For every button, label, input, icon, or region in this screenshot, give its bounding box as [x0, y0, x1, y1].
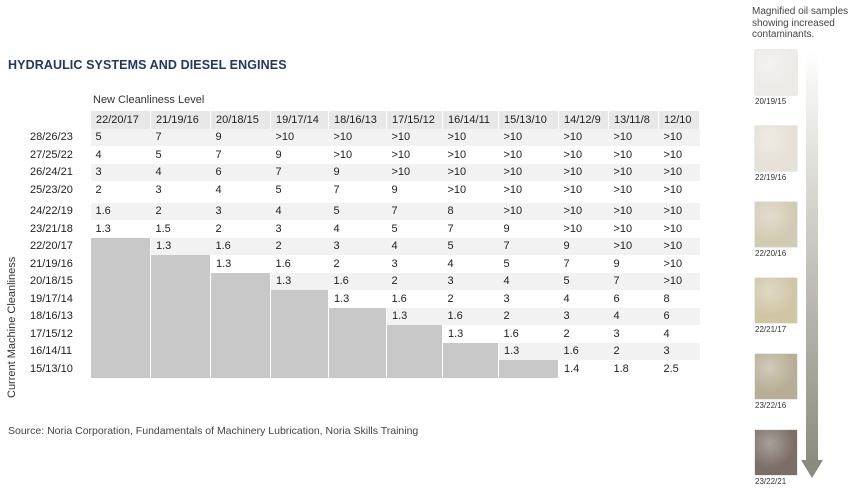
- table-cell: 7: [387, 201, 443, 221]
- table-cell: 3: [559, 308, 609, 326]
- table-cell: 4: [91, 146, 151, 164]
- table-cell: 1.6: [559, 343, 609, 361]
- table-cell: 5: [499, 255, 559, 273]
- column-header: 20/18/15: [211, 111, 271, 129]
- empty-cell: [91, 325, 151, 343]
- column-header: 12/10: [659, 111, 700, 129]
- table-cell: 1.6: [329, 273, 387, 291]
- row-header: 20/18/15: [26, 273, 91, 291]
- oil-sample-label: 22/21/17: [755, 325, 787, 334]
- empty-cell: [211, 308, 271, 326]
- empty-cell: [443, 343, 499, 361]
- oil-sample-image: [755, 126, 797, 171]
- row-header: 24/22/19: [26, 201, 91, 221]
- table-cell: 4: [211, 181, 271, 201]
- table-cell: >10: [659, 181, 700, 201]
- table-cell: 5: [271, 181, 329, 201]
- row-header: 21/19/16: [26, 255, 91, 273]
- current-machine-cleanliness-label: Current Machine Cleanliness: [6, 256, 18, 398]
- empty-cell: [151, 308, 211, 326]
- table-cell: >10: [387, 164, 443, 182]
- table-cell: >10: [659, 146, 700, 164]
- table-cell: 9: [211, 129, 271, 147]
- table-cell: >10: [499, 146, 559, 164]
- table-cell: 2: [609, 343, 659, 361]
- table-cell: >10: [329, 129, 387, 147]
- table-cell: 3: [91, 164, 151, 182]
- cleanliness-table: [26, 111, 700, 378]
- table-corner: [26, 111, 91, 129]
- table-cell: 9: [559, 238, 609, 256]
- table-cell: 7: [271, 164, 329, 182]
- row-header: 23/21/18: [26, 220, 91, 238]
- table-cell: 6: [609, 290, 659, 308]
- table-cell: 3: [499, 290, 559, 308]
- table-cell: 4: [443, 255, 499, 273]
- table-cell: >10: [499, 164, 559, 182]
- table-cell: 1.3: [151, 238, 211, 256]
- table-cell: 1.3: [211, 255, 271, 273]
- table-cell: >10: [329, 146, 387, 164]
- table-cell: >10: [559, 129, 609, 147]
- table-cell: >10: [387, 129, 443, 147]
- empty-cell: [271, 360, 329, 378]
- empty-cell: [329, 343, 387, 361]
- row-header: 28/26/23: [26, 129, 91, 147]
- table-cell: >10: [609, 181, 659, 201]
- table-cell: 5: [329, 201, 387, 221]
- table-cell: 7: [151, 129, 211, 147]
- empty-cell: [329, 308, 387, 326]
- table-cell: 2: [443, 290, 499, 308]
- oil-sample-label: 22/19/16: [755, 173, 787, 182]
- oil-sample-label: 22/20/16: [755, 249, 787, 258]
- row-header: 18/16/13: [26, 308, 91, 326]
- table-row: [26, 360, 700, 378]
- table-cell: 2: [91, 181, 151, 201]
- column-header: 18/16/13: [329, 111, 387, 129]
- empty-cell: [211, 360, 271, 378]
- column-header: 21/19/16: [151, 111, 211, 129]
- source-note: Source: Noria Corporation, Fundamentals of Machinery Lubrication, Noria Skills Training: [8, 425, 419, 437]
- empty-cell: [91, 273, 151, 291]
- table-cell: 2: [387, 273, 443, 291]
- table-cell: 8: [443, 201, 499, 221]
- table-cell: 6: [659, 308, 700, 326]
- table-cell: 3: [443, 273, 499, 291]
- empty-cell: [211, 325, 271, 343]
- table-row: [26, 290, 700, 308]
- column-header: 19/17/14: [271, 111, 329, 129]
- empty-cell: [151, 343, 211, 361]
- table-header-row: [26, 111, 700, 129]
- table-cell: >10: [609, 220, 659, 238]
- table-row: [26, 146, 700, 164]
- table-cell: 1.4: [559, 360, 609, 378]
- table-cell: 2: [329, 255, 387, 273]
- table-cell: >10: [609, 201, 659, 221]
- empty-cell: [91, 290, 151, 308]
- row-header: 17/15/12: [26, 325, 91, 343]
- empty-cell: [211, 343, 271, 361]
- empty-cell: [329, 360, 387, 378]
- table-cell: 3: [151, 181, 211, 201]
- table-cell: 7: [559, 255, 609, 273]
- table-cell: >10: [443, 164, 499, 182]
- table-row: [26, 238, 700, 256]
- table-cell: >10: [659, 220, 700, 238]
- table-cell: 7: [329, 181, 387, 201]
- table-cell: 8: [659, 290, 700, 308]
- table-cell: 4: [387, 238, 443, 256]
- table-cell: >10: [559, 164, 609, 182]
- oil-sample-label: 20/19/15: [755, 97, 787, 106]
- table-cell: 3: [659, 343, 700, 361]
- samples-caption: Magnified oil samples showing increased contaminants.: [752, 6, 849, 40]
- table-cell: 2.5: [659, 360, 700, 378]
- oil-sample-image: [755, 202, 797, 247]
- table-cell: >10: [609, 146, 659, 164]
- table-cell: >10: [659, 255, 700, 273]
- empty-cell: [271, 325, 329, 343]
- table-cell: >10: [559, 181, 609, 201]
- empty-cell: [387, 343, 443, 361]
- row-header: 26/24/21: [26, 164, 91, 182]
- table-cell: >10: [659, 129, 700, 147]
- empty-cell: [271, 308, 329, 326]
- table-cell: 1.3: [499, 343, 559, 361]
- table-cell: 3: [271, 220, 329, 238]
- table-row: [26, 129, 700, 147]
- table-cell: 4: [559, 290, 609, 308]
- table-cell: 4: [151, 164, 211, 182]
- table-cell: >10: [499, 201, 559, 221]
- table-cell: >10: [559, 146, 609, 164]
- table-row: [26, 273, 700, 291]
- table-row: [26, 325, 700, 343]
- column-header: 16/14/11: [443, 111, 499, 129]
- table-cell: >10: [609, 164, 659, 182]
- table-cell: 4: [659, 325, 700, 343]
- empty-cell: [387, 325, 443, 343]
- table-cell: 1.6: [443, 308, 499, 326]
- table-cell: >10: [609, 238, 659, 256]
- table-cell: 1.6: [91, 201, 151, 221]
- table-cell: 1.3: [271, 273, 329, 291]
- table-cell: 1.8: [609, 360, 659, 378]
- table-row: [26, 181, 700, 201]
- table-cell: 1.3: [387, 308, 443, 326]
- table-cell: >10: [559, 201, 609, 221]
- table-row: [26, 220, 700, 238]
- table-row: [26, 201, 700, 221]
- oil-sample-image: [755, 50, 797, 95]
- empty-cell: [151, 360, 211, 378]
- table-cell: >10: [271, 129, 329, 147]
- oil-sample-label: 23/22/16: [755, 401, 787, 410]
- table-cell: >10: [387, 146, 443, 164]
- table-cell: 9: [329, 164, 387, 182]
- row-header: 15/13/10: [26, 360, 91, 378]
- row-header: 16/14/11: [26, 343, 91, 361]
- column-header: 22/20/17: [91, 111, 151, 129]
- table-cell: 9: [609, 255, 659, 273]
- empty-cell: [271, 290, 329, 308]
- new-cleanliness-level-label: New Cleanliness Level: [93, 94, 205, 106]
- oil-sample-image: [755, 278, 797, 323]
- table-cell: 5: [91, 129, 151, 147]
- empty-cell: [329, 325, 387, 343]
- empty-cell: [443, 360, 499, 378]
- table-cell: 1.6: [387, 290, 443, 308]
- row-header: 27/25/22: [26, 146, 91, 164]
- oil-sample-image: [755, 430, 797, 475]
- empty-cell: [91, 360, 151, 378]
- column-header: 15/13/10: [499, 111, 559, 129]
- table-cell: 1.6: [499, 325, 559, 343]
- table-cell: 1.3: [91, 220, 151, 238]
- column-header: 17/15/12: [387, 111, 443, 129]
- table-cell: >10: [443, 146, 499, 164]
- table-cell: >10: [559, 220, 609, 238]
- page-title: HYDRAULIC SYSTEMS AND DIESEL ENGINES: [8, 58, 287, 72]
- table-cell: 2: [499, 308, 559, 326]
- table-cell: 7: [609, 273, 659, 291]
- row-header: 25/23/20: [26, 181, 91, 201]
- table-cell: 3: [387, 255, 443, 273]
- table-cell: >10: [499, 129, 559, 147]
- table-cell: >10: [659, 164, 700, 182]
- down-arrow-icon: [801, 460, 823, 478]
- empty-cell: [151, 273, 211, 291]
- table-cell: 2: [559, 325, 609, 343]
- empty-cell: [151, 255, 211, 273]
- column-header: 13/11/8: [609, 111, 659, 129]
- oil-sample-image: [755, 354, 797, 399]
- table-cell: >10: [443, 129, 499, 147]
- table-cell: 5: [387, 220, 443, 238]
- empty-cell: [499, 360, 559, 378]
- table-cell: 5: [443, 238, 499, 256]
- table-cell: 9: [271, 146, 329, 164]
- empty-cell: [387, 360, 443, 378]
- table-cell: 2: [151, 201, 211, 221]
- empty-cell: [91, 238, 151, 256]
- table-cell: 5: [151, 146, 211, 164]
- empty-cell: [91, 255, 151, 273]
- empty-cell: [151, 325, 211, 343]
- table-cell: 4: [609, 308, 659, 326]
- table-cell: 6: [211, 164, 271, 182]
- column-header: 14/12/9: [559, 111, 609, 129]
- empty-cell: [211, 290, 271, 308]
- table-cell: 7: [499, 238, 559, 256]
- table-cell: >10: [609, 129, 659, 147]
- table-cell: 3: [609, 325, 659, 343]
- table-cell: 7: [443, 220, 499, 238]
- table-cell: 4: [329, 220, 387, 238]
- table-cell: 2: [271, 238, 329, 256]
- table-cell: 5: [559, 273, 609, 291]
- table-cell: >10: [443, 181, 499, 201]
- table-cell: 4: [271, 201, 329, 221]
- table-cell: >10: [659, 273, 700, 291]
- table-row: [26, 164, 700, 182]
- empty-cell: [91, 308, 151, 326]
- table-cell: 1.3: [329, 290, 387, 308]
- empty-cell: [211, 273, 271, 291]
- table-cell: 1.6: [211, 238, 271, 256]
- oil-sample-label: 23/22/21: [755, 477, 787, 486]
- table-cell: 1.6: [271, 255, 329, 273]
- table-cell: >10: [499, 181, 559, 201]
- contamination-arrow-shaft: [806, 50, 818, 462]
- table-cell: >10: [659, 238, 700, 256]
- table-cell: 7: [211, 146, 271, 164]
- empty-cell: [151, 290, 211, 308]
- empty-cell: [91, 343, 151, 361]
- table-cell: 3: [329, 238, 387, 256]
- table-cell: 9: [499, 220, 559, 238]
- table-cell: 3: [211, 201, 271, 221]
- table-cell: 9: [387, 181, 443, 201]
- empty-cell: [271, 343, 329, 361]
- table-cell: >10: [659, 201, 700, 221]
- row-header: 19/17/14: [26, 290, 91, 308]
- table-cell: 1.3: [443, 325, 499, 343]
- table-cell: 2: [211, 220, 271, 238]
- table-row: [26, 308, 700, 326]
- table-row: [26, 343, 700, 361]
- table-cell: 4: [499, 273, 559, 291]
- row-header: 22/20/17: [26, 238, 91, 256]
- table-row: [26, 255, 700, 273]
- table-cell: 1.5: [151, 220, 211, 238]
